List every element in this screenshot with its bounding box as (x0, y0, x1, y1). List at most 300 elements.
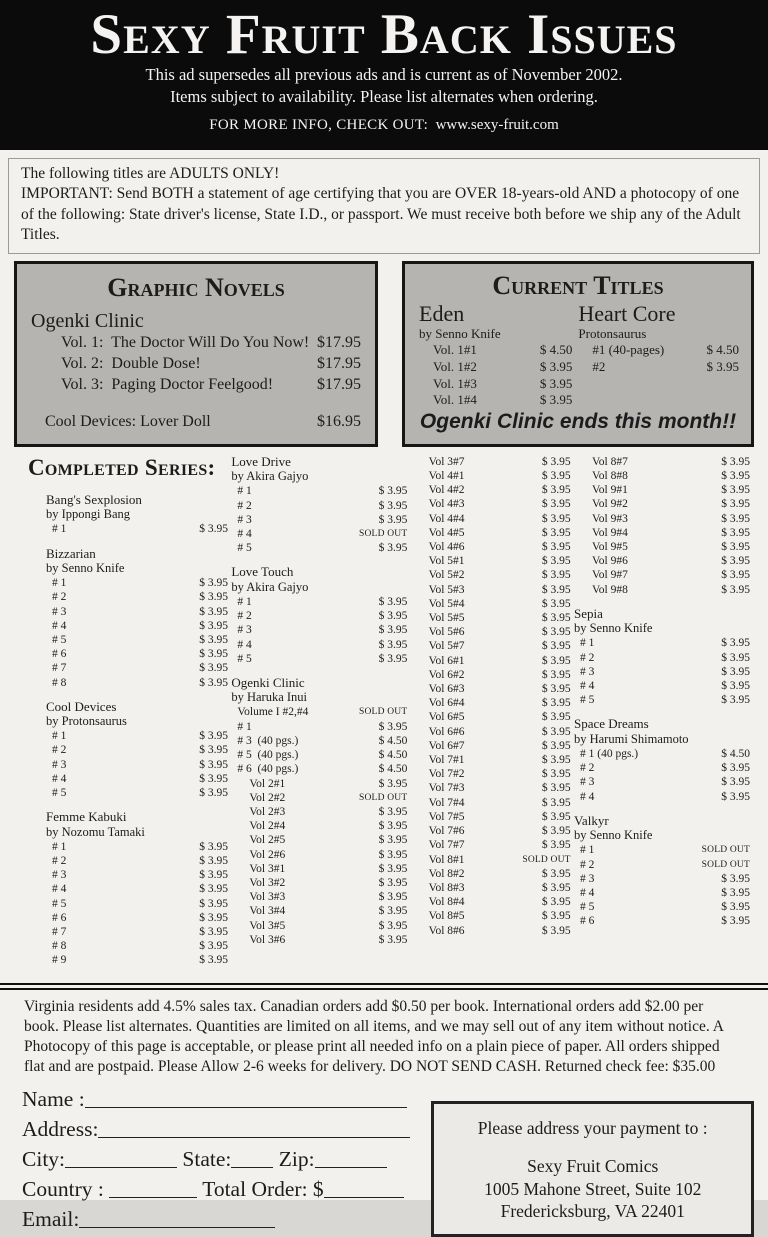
issue-row (46, 590, 228, 604)
issue-label: # 5 (237, 652, 252, 665)
issue-row (411, 611, 571, 625)
issue-label: # 6 (579, 915, 595, 928)
ogenki-ends-notice: Ogenki Clinic ends this month!! (419, 409, 737, 433)
issue-row (411, 824, 571, 838)
issue-label: Vol 3#1 (249, 862, 286, 875)
issue-row (46, 939, 228, 953)
payment-company: Sexy Fruit Comics (527, 1156, 659, 1177)
issue-label: # 3 (579, 776, 595, 789)
issue-row (574, 665, 750, 679)
series-column (574, 455, 750, 978)
issue-row (46, 647, 228, 661)
issue-price: $ 3.95 (541, 825, 571, 838)
payment-address-box (431, 1101, 754, 1237)
issue-label: # 3 (579, 872, 595, 885)
issue-price: $ 3.95 (721, 915, 750, 928)
series-author: by Akira Gajyo (231, 579, 309, 594)
issue-row (231, 791, 407, 805)
address-field-row (22, 1117, 421, 1142)
issue-row (411, 682, 571, 696)
issue-label: Vol 4#2 (428, 484, 465, 497)
payment-street: 1005 Mahone Street, Suite 102 (484, 1178, 702, 1199)
issue-label: Vol 6#7 (428, 739, 465, 752)
issue-label: Volume I #2,#4 (237, 706, 309, 719)
issue-row (411, 554, 571, 568)
issue-label: Vol 4#5 (428, 526, 465, 539)
series-author: by Nozomu Tamaki (46, 824, 145, 839)
issue-label: Vol 8#4 (428, 896, 465, 909)
issue-row (231, 623, 407, 637)
issue-label: Cool Devices: Lover Doll (45, 412, 211, 430)
series-author: by Senno Knife (573, 828, 653, 843)
issue-row (574, 568, 750, 582)
state-fill-line (231, 1148, 273, 1168)
issue-row (46, 786, 228, 800)
series-group (574, 717, 750, 803)
issue-price: $ 3.95 (199, 940, 228, 953)
issue-price: $ 3.95 (199, 855, 228, 868)
issue-row (578, 342, 739, 359)
issue-row (231, 734, 407, 748)
issue-label: # 1 (52, 840, 67, 853)
order-form-area (0, 1077, 768, 1237)
issue-row (411, 526, 571, 540)
issue-row (46, 772, 228, 786)
issue-row (231, 833, 407, 847)
issue-label: # 4 (52, 772, 67, 785)
issue-price: $ 3.95 (541, 796, 571, 809)
issue-price: $ 3.95 (541, 612, 571, 625)
city-fill-line (65, 1148, 177, 1168)
issue-label: Vol 4#3 (428, 498, 465, 511)
issue-label: # 5 (52, 897, 67, 910)
graphic-novels-extra-list (31, 412, 361, 433)
heart-core-column (578, 302, 739, 409)
issue-row (46, 911, 228, 925)
issue-price: $ 3.95 (378, 905, 408, 918)
issue-price: $ 3.95 (199, 744, 228, 757)
issue-row (31, 375, 361, 396)
issue-row (411, 483, 571, 497)
series-title: Love Drive (231, 453, 291, 469)
issue-row (231, 609, 407, 623)
issue-price: $ 3.95 (721, 555, 750, 568)
issue-row (231, 541, 407, 555)
issue-price: $ 3.95 (721, 512, 750, 525)
series-title: Valkyr (573, 812, 609, 828)
issue-row (419, 376, 572, 393)
issue-row (46, 661, 228, 675)
issue-label: Vol 3#7 (428, 455, 465, 468)
issue-row (46, 897, 228, 911)
issue-row (231, 876, 407, 890)
issue-price: $ 3.95 (199, 633, 228, 646)
issue-price: $ 3.95 (378, 595, 408, 608)
issue-row (46, 758, 228, 772)
issue-price: $ 3.95 (199, 911, 228, 924)
issue-label: # 1 (579, 637, 595, 650)
series-title: Cool Devices (46, 698, 117, 714)
series-author: by Protonsaurus (46, 714, 127, 729)
eden-column (419, 302, 572, 409)
issue-price: $ 3.95 (541, 498, 571, 511)
issue-row (574, 693, 750, 707)
issue-price: $ 3.95 (541, 725, 571, 738)
issue-label: Vol 8#1 (428, 853, 465, 866)
address-fill-line (98, 1118, 410, 1138)
issue-row (46, 729, 228, 743)
issue-row (231, 862, 407, 876)
city-state-zip-row (22, 1147, 421, 1172)
issue-label: Vol 5#6 (428, 626, 465, 639)
issue-label: # 3 (52, 869, 67, 882)
completed-series-columns (0, 447, 768, 978)
series-author: by Senno Knife (46, 561, 125, 576)
issue-label: # 2 (237, 610, 252, 623)
issue-row (231, 499, 407, 513)
issue-label: # 2 (52, 591, 67, 604)
issue-label: Vol 8#6 (428, 924, 465, 937)
issue-price: $ 3.95 (541, 484, 571, 497)
zip-fill-line (315, 1148, 387, 1168)
issue-label: # 5 (40 pgs.) (237, 749, 299, 762)
issue-row (411, 710, 571, 724)
issue-label: # 1 (237, 720, 252, 733)
issue-price: $ 3.95 (199, 591, 228, 604)
issue-price: $ 3.95 (721, 526, 750, 539)
issue-row (574, 526, 750, 540)
issue-label: # 5 (579, 694, 595, 707)
issue-label: # 2 (579, 762, 595, 775)
issue-row (46, 868, 228, 882)
issue-row (574, 761, 750, 775)
series-group (46, 547, 228, 690)
issue-row (574, 469, 750, 483)
issue-label: # 8 (52, 676, 67, 689)
issue-row (231, 527, 407, 541)
issue-price: $ 3.95 (541, 668, 571, 681)
issue-row (231, 762, 407, 776)
issue-row (46, 633, 228, 647)
issue-label: Vol 8#5 (428, 910, 465, 923)
series-title: Femme Kabuki (46, 809, 127, 825)
email-field-row (22, 1207, 421, 1232)
issue-label: Vol 5#4 (428, 597, 465, 610)
issue-price: $ 3.95 (721, 455, 750, 468)
issue-label: Vol 6#2 (428, 668, 465, 681)
issue-price: $ 3.95 (541, 541, 571, 554)
series-title: Sepia (573, 605, 603, 621)
issue-row (411, 838, 571, 852)
issue-price: $17.95 (317, 376, 361, 393)
issue-label: Vol 5#2 (428, 569, 465, 582)
issue-price: $ 3.95 (199, 897, 228, 910)
issue-row (574, 651, 750, 665)
issue-label: Vol 3#2 (249, 876, 286, 889)
issue-label: # 5 (579, 901, 595, 914)
issue-price: $ 3.95 (721, 886, 750, 899)
issue-label: # 1 (52, 523, 67, 536)
issue-price: $ 3.95 (541, 683, 571, 696)
issue-row (231, 777, 407, 791)
issue-price: $ 3.95 (539, 375, 573, 391)
issue-price: $ 3.95 (199, 619, 228, 632)
issue-price: $ 3.95 (721, 872, 750, 885)
issue-row (411, 739, 571, 753)
issue-row (411, 625, 571, 639)
issue-price: $ 3.95 (721, 541, 750, 554)
series-title: Ogenki Clinic (231, 674, 305, 690)
issue-price: $ 3.95 (541, 470, 571, 483)
issue-price: $ 3.95 (541, 711, 571, 724)
issue-label: # 1 (237, 485, 252, 498)
issue-price: $ 3.95 (541, 640, 571, 653)
issue-price: $ 3.95 (541, 455, 571, 468)
issue-label: Vol 8#8 (591, 470, 628, 483)
series-title: Bang's Sexplosion (46, 491, 142, 507)
issue-row (419, 342, 572, 359)
issue-label: Vol 3#4 (249, 905, 286, 918)
issue-price: $ 3.95 (199, 772, 228, 785)
issue-label: # 2 (579, 651, 595, 664)
issue-label: # 1 (40 pgs.) (579, 747, 639, 760)
availability-line: Items subject to availability. Please list alternates when ordering. (170, 86, 598, 106)
issue-row (574, 900, 750, 914)
issue-row (231, 904, 407, 918)
graphic-novels-heading: Graphic Novels (107, 272, 285, 302)
series-group (46, 810, 228, 967)
issue-price: $ 3.95 (541, 697, 571, 710)
issue-label: # 4 (52, 619, 67, 632)
series-group (231, 565, 407, 666)
address-label: Address: (22, 1117, 99, 1142)
issue-row (411, 810, 571, 824)
issue-price: SOLD OUT (701, 859, 750, 870)
graphic-novels-box (14, 261, 378, 447)
issue-price: $ 3.95 (378, 638, 408, 651)
issue-label: # 2 (52, 855, 67, 868)
issue-label: #2 (592, 358, 606, 374)
issue-label: Vol 8#7 (591, 455, 628, 468)
issue-price: $17.95 (317, 355, 361, 373)
issue-row (574, 636, 750, 650)
issue-price: $ 3.95 (539, 358, 573, 374)
issue-label: # 1 (579, 844, 595, 857)
issue-row (46, 522, 228, 536)
issue-price: $ 3.95 (378, 485, 408, 498)
issue-row (574, 540, 750, 554)
issue-price: $ 3.95 (721, 470, 750, 483)
issue-row (411, 469, 571, 483)
series-group (574, 607, 750, 708)
issue-label: # 3 (52, 758, 67, 771)
issue-label: Vol 6#5 (428, 711, 465, 724)
city-label: City: (22, 1147, 66, 1172)
issue-row (574, 790, 750, 804)
issue-label: Vol 2#5 (249, 834, 286, 847)
issue-row (231, 919, 407, 933)
series-title: Space Dreams (573, 716, 649, 732)
issue-price: $ 3.95 (721, 790, 750, 803)
issue-label: # 7 (52, 926, 67, 939)
issue-price: $ 3.95 (541, 810, 571, 823)
series-group (574, 814, 750, 929)
issue-price: $ 4.50 (539, 341, 573, 357)
issue-label: # 4 (579, 886, 595, 899)
issue-price: $ 3.95 (721, 776, 750, 789)
issue-label: # 3 (237, 624, 252, 637)
issue-label: # 7 (52, 662, 67, 675)
issue-price: $ 3.95 (541, 626, 571, 639)
issue-label: # 5 (237, 542, 252, 555)
issue-price: $ 3.95 (199, 730, 228, 743)
issue-label: Vol 6#4 (428, 697, 465, 710)
issue-price: $ 3.95 (541, 597, 571, 610)
issue-price: $ 3.95 (541, 754, 571, 767)
issue-price: $ 3.95 (721, 694, 750, 707)
issue-label: # 4 (579, 790, 595, 803)
issue-label: Vol. 3: Paging Doctor Feelgood! (61, 376, 274, 393)
order-form-fields (22, 1087, 421, 1237)
issue-label: Vol 4#4 (428, 512, 465, 525)
series-group (231, 676, 407, 947)
series-title: Love Touch (231, 564, 294, 580)
country-total-row (22, 1177, 421, 1202)
graphic-novels-series-title: Ogenki Clinic (31, 310, 144, 333)
issue-row (231, 705, 407, 719)
issue-price: SOLD OUT (522, 854, 571, 865)
issue-label: Vol 3#3 (249, 891, 286, 904)
issue-price: $17.95 (317, 334, 361, 352)
issue-label: # 6 (52, 911, 67, 924)
issue-row (411, 455, 571, 469)
issue-row (46, 854, 228, 868)
issue-row (411, 924, 571, 938)
issue-label: # 6 (40 pgs.) (237, 763, 299, 776)
issue-price: $ 3.95 (541, 896, 571, 909)
issue-row (411, 583, 571, 597)
issue-price: $ 3.95 (199, 662, 228, 675)
featured-boxes-row (14, 261, 754, 447)
issue-label: #1 (40-pages) (592, 341, 665, 357)
issue-row (46, 605, 228, 619)
issue-price: $ 3.95 (541, 881, 571, 894)
issue-price: $ 3.95 (199, 869, 228, 882)
issue-row (411, 568, 571, 582)
issue-label: # 4 (237, 527, 252, 540)
issue-price: $ 3.95 (199, 840, 228, 853)
issue-price: $ 3.95 (721, 637, 750, 650)
series-author: by Ippongi Bang (46, 507, 131, 522)
graphic-novels-list (31, 333, 361, 395)
issue-label: Vol 4#1 (428, 470, 465, 483)
issue-row (46, 840, 228, 854)
issue-price: $ 3.95 (378, 862, 408, 875)
issue-price: $ 3.95 (721, 762, 750, 775)
issue-row (411, 696, 571, 710)
issue-row (411, 867, 571, 881)
series-group (46, 493, 228, 537)
issue-row (411, 654, 571, 668)
issue-label: Vol 4#6 (428, 541, 465, 554)
issue-row (419, 359, 572, 376)
issue-label: Vol 3#5 (249, 919, 286, 932)
issue-label: Vol 9#5 (591, 541, 628, 554)
issue-price: $ 4.50 (378, 749, 408, 762)
issue-row (231, 720, 407, 734)
issue-row (574, 858, 750, 872)
issue-label: Vol 2#3 (249, 805, 286, 818)
age-statement-line: IMPORTANT: Send BOTH a statement of age certifying that you are OVER 18-years-old AND a photocopy of one of the following: State driver's license, State I.D., or passport. We must receive both before we ship any of the Adult Titles. (21, 185, 741, 244)
issue-label: Vol 2#6 (249, 848, 286, 861)
issue-row (231, 484, 407, 498)
issue-price: $ 3.95 (199, 954, 228, 967)
issue-label: # 1 (237, 595, 252, 608)
series-author: by Akira Gajyo (231, 469, 309, 484)
issue-price: $ 3.95 (721, 901, 750, 914)
issue-row (231, 890, 407, 904)
series-column (28, 455, 228, 978)
series-group (46, 700, 228, 801)
series-author: by Haruka Inui (231, 690, 307, 705)
issue-row (411, 753, 571, 767)
issue-row (419, 392, 572, 409)
series-column (231, 455, 407, 978)
issue-row (231, 652, 407, 666)
name-field-row (22, 1087, 421, 1112)
double-rule-divider (0, 983, 768, 990)
issue-row (46, 743, 228, 757)
issue-label: # 4 (237, 638, 252, 651)
issue-label: Vol 8#3 (428, 881, 465, 894)
issue-row (574, 512, 750, 526)
issue-price: $ 3.95 (541, 768, 571, 781)
issue-price: SOLD OUT (359, 528, 408, 539)
issue-price: $ 3.95 (721, 665, 750, 678)
issue-row (411, 597, 571, 611)
issue-price: SOLD OUT (359, 792, 408, 803)
issue-row (574, 583, 750, 597)
email-fill-line (79, 1208, 275, 1228)
issue-price: SOLD OUT (359, 707, 408, 718)
issue-price: $ 3.95 (721, 583, 750, 596)
issue-price: $ 3.95 (378, 652, 408, 665)
issue-price: $ 3.95 (378, 933, 408, 946)
issue-label: # 5 (52, 633, 67, 646)
issue-price: $ 3.95 (541, 569, 571, 582)
heart-core-series-title: Heart Core (578, 301, 676, 327)
issue-price: $ 3.95 (539, 392, 573, 408)
issue-label: Vol 5#1 (428, 555, 465, 568)
more-info-label: FOR MORE INFO, CHECK OUT: (209, 116, 429, 133)
issue-label: Vol 7#1 (428, 754, 465, 767)
issue-label: Vol. 1#2 (433, 358, 477, 374)
issue-label: Vol 5#5 (428, 612, 465, 625)
issue-label: Vol. 1#3 (433, 375, 477, 391)
issue-label: Vol. 1#1 (433, 341, 477, 357)
issue-label: Vol 9#1 (591, 484, 628, 497)
total-order-label: Total Order: $ (202, 1177, 324, 1202)
issue-price: $ 3.95 (721, 569, 750, 582)
issue-price: $ 3.95 (541, 782, 571, 795)
issue-row (31, 354, 361, 375)
issue-label: # 4 (52, 883, 67, 896)
issue-price: $ 3.95 (721, 651, 750, 664)
issue-row (46, 576, 228, 590)
adults-only-notice (8, 158, 760, 254)
issue-label: # 4 (579, 680, 595, 692)
issue-price: $ 3.95 (378, 542, 408, 555)
